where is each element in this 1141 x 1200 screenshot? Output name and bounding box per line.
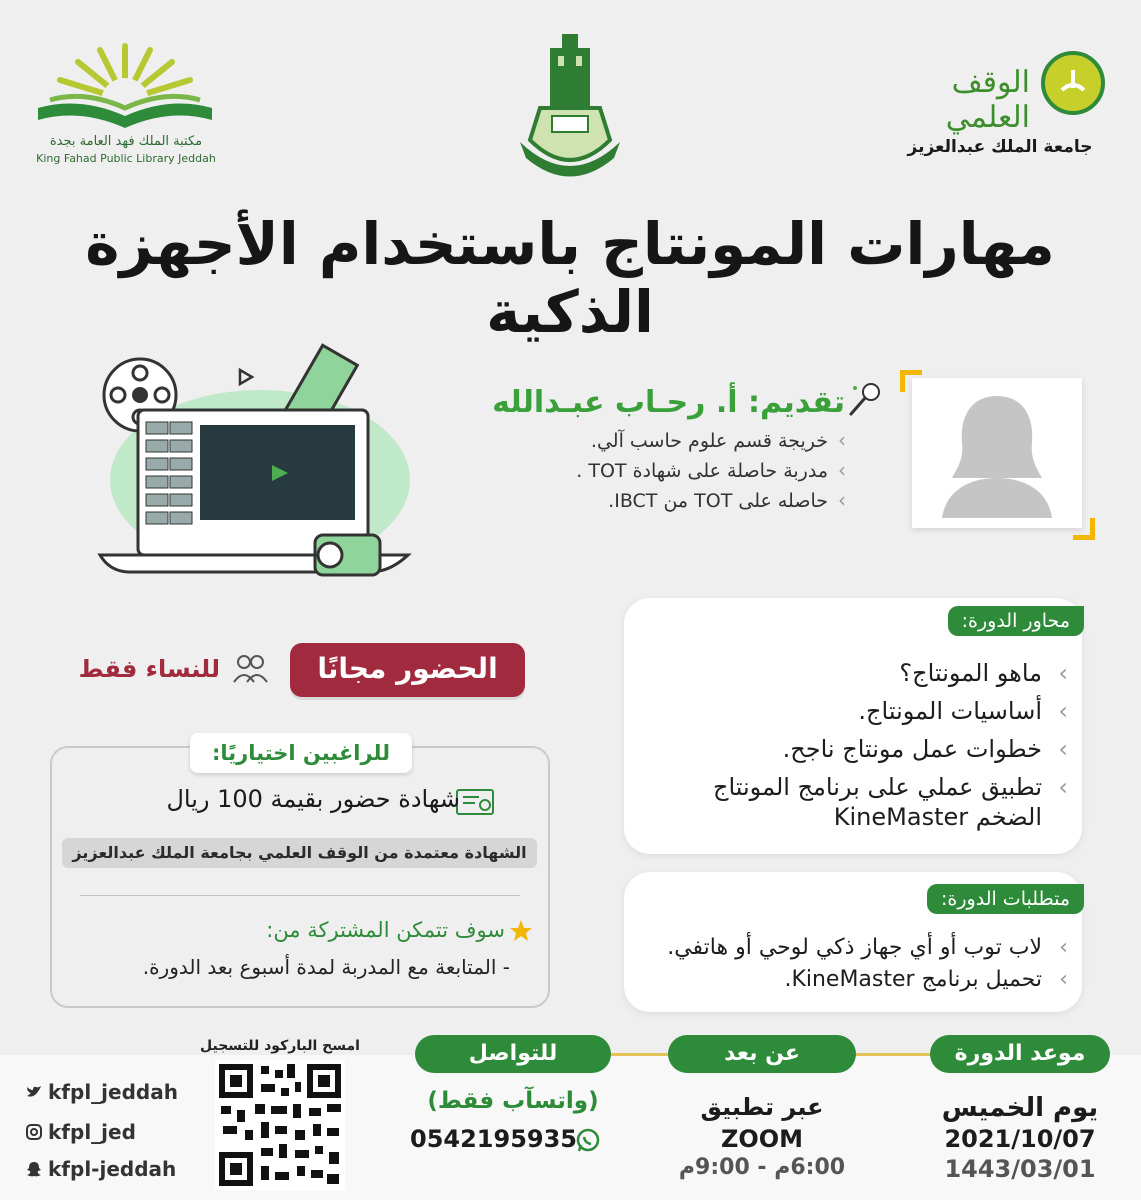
kau-emblem [510,30,630,190]
library-sun-book-icon [30,38,220,134]
requirement-item: › تحميل برنامج KineMaster. [644,966,1044,994]
topic-item: › خطوات عمل مونتاج ناجح. [644,734,1044,764]
contact-pill: للتواصل [415,1035,611,1073]
remote-time: 6:00م - 9:00م [678,1155,846,1180]
optional-label: للراغبين اختياريًا: [190,733,412,773]
snapchat-handle[interactable] [25,1157,195,1181]
waqf-university: جامعة الملك عبدالعزيز [907,137,1093,157]
library-logo [30,38,220,173]
twitter-label: kfpl_jeddah [48,1080,178,1104]
topic-item: › ماهو المونتاج؟ [644,658,1044,688]
snapchat-icon [25,1160,43,1178]
video-editing-illustration [90,340,420,590]
frame-corner [1073,518,1095,540]
requirements-label: متطلبات الدورة: [927,884,1084,914]
divider [80,895,520,896]
date-gregorian: 2021/10/07 [944,1125,1096,1153]
waqf-logo [890,45,1110,165]
accreditation-banner: الشهادة معتمدة من الوقف العلمي بجامعة الملك عبدالعزيز [62,838,537,868]
page-title: مهارات المونتاج باستخدام الأجهزة الذكية [85,210,1055,346]
requirements-list [644,934,1044,997]
presenter-heading: تقديم: أ. رحـاب عبـدالله [492,385,845,420]
remote-via: عبر تطبيق [700,1093,824,1121]
presenter-photo-frame [900,370,1095,540]
topics-label: محاور الدورة: [948,606,1084,636]
certificate-icon [455,787,495,819]
remote-app: ZOOM [720,1125,804,1153]
date-day: يوم الخميس [941,1093,1099,1123]
twitter-icon [25,1083,43,1101]
contact-note: (واتسآب فقط) [427,1088,599,1114]
able-item: - المتابعة مع المدربة لمدة أسبوع بعد الدورة. [142,955,510,979]
presenter-bullet: › حاصله على TOT من IBCT. [426,490,846,512]
requirements-card [624,872,1082,1012]
remote-pill: عن بعد [668,1035,856,1073]
presenter-bullets [426,430,846,520]
topic-item: › تطبيق عملي على برنامج المونتاج الضخم KineMaster [644,772,1044,832]
date-hijri: 1443/03/01 [944,1155,1096,1183]
instagram-handle[interactable] [25,1120,195,1144]
twitter-handle[interactable] [25,1080,195,1104]
presenter-avatar [912,378,1082,528]
laptop-video-icon [90,340,420,590]
instagram-icon [25,1123,43,1141]
contact-phone[interactable]: 0542195935 [410,1125,577,1153]
qr-label: امسح الباركود للتسجيل [200,1038,360,1054]
topics-list [644,658,1044,840]
waqf-circle-icon [1040,50,1106,116]
waqf-name: الوقف العلمي [945,65,1030,135]
able-title: سوف تتمكن المشتركة من: [266,918,505,942]
library-name-en: King Fahad Public Library Jeddah [36,152,216,165]
snapchat-label: kfpl-jeddah [48,1157,177,1181]
presenter-bullet: › خريجة قسم علوم حاسب آلي. [426,430,846,452]
star-icon [508,918,534,944]
library-name-ar: مكتبة الملك فهد العامة بجدة [49,134,203,149]
instagram-label: kfpl_jed [48,1120,136,1144]
topic-item: › أساسيات المونتاج. [644,696,1044,726]
free-attendance-badge: الحضور مجانًا [290,643,525,697]
registration-qr-code[interactable] [215,1060,345,1190]
microphone-icon [845,380,885,420]
university-emblem-icon [510,30,630,190]
women-icon [230,652,270,684]
avatar-placeholder-icon [912,378,1082,528]
certificate-line: شهادة حضور بقيمة 100 ريال [166,785,460,813]
women-only-label: للنساء فقط [78,655,220,683]
topics-card [624,598,1082,854]
requirement-item: › لاب توب أو أي جهاز ذكي لوحي أو هاتفي. [644,934,1044,962]
presenter-bullet: › مدربة حاصلة على شهادة TOT . [426,460,846,482]
whatsapp-icon [575,1127,601,1153]
date-pill: موعد الدورة [930,1035,1110,1073]
